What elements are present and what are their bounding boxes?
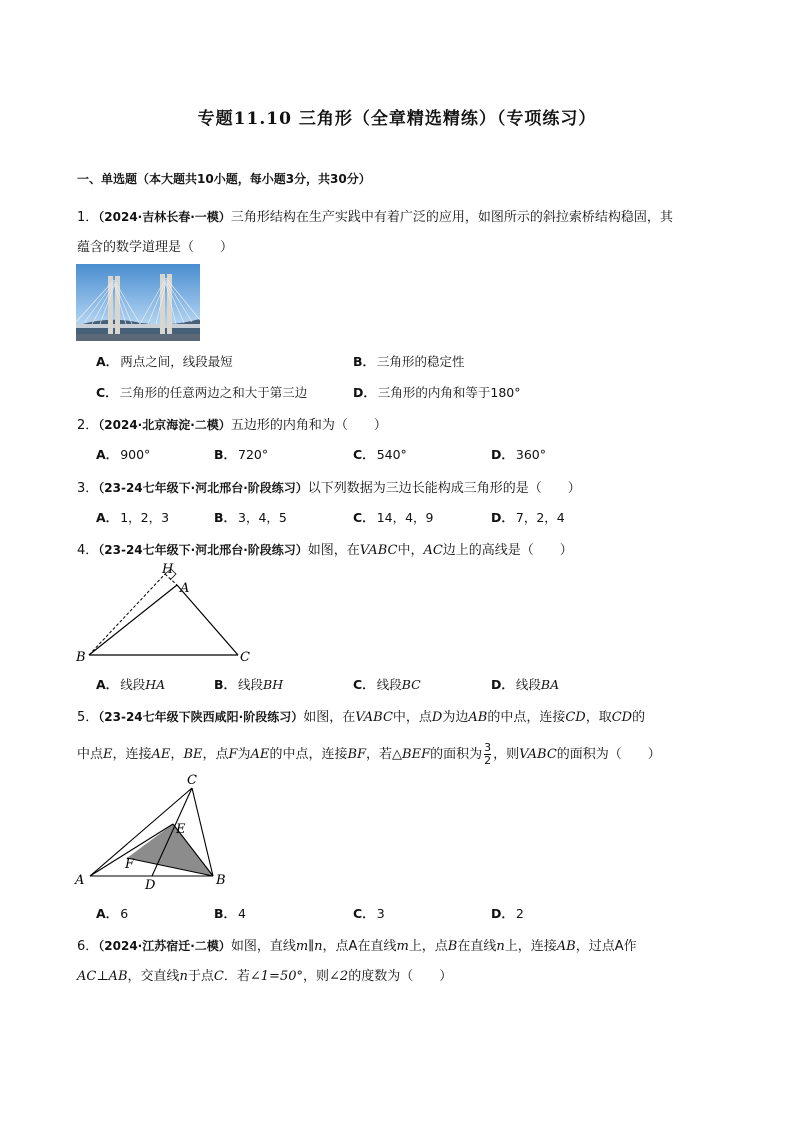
question-2-line1: 2．（2024·北京海淀·二模）五边形的内角和为（ ） xyxy=(77,418,387,433)
q1-option-c[interactable]: C． 三角形的任意两边之和大于第三边 xyxy=(96,385,308,400)
bridge-photo xyxy=(76,264,200,341)
q4-option-c[interactable]: C． 线段BC xyxy=(353,677,421,692)
question-5-line1: 5．（23-24七年级下陕西咸阳·阶段练习）如图，在VABC中，点D为边AB的中点，连接CD，取CD的 xyxy=(77,710,646,725)
q4-option-b[interactable]: B． 线段BH xyxy=(214,677,284,692)
q5-option-d[interactable]: D． 2 xyxy=(491,906,524,921)
q3-option-c[interactable]: C． 14，4，9 xyxy=(353,510,434,525)
q5-label-f: F xyxy=(125,857,135,872)
question-5-line2: 中点E，连接AE，BE，点F为AE的中点，连接BF，若△BEF的面积为 $\frac{3}{2}$ ，则VABC的面积为（ ） xyxy=(77,741,661,767)
question-6-line1: 6．（2024·江苏宿迁·二模）如图，直线m∥n，点A在直线m上，点B在直线n上，连接AB，过点A作 xyxy=(77,939,637,954)
question-1-line2: 蕴含的数学道理是（ ） xyxy=(77,240,234,255)
q5-option-a[interactable]: A． 6 xyxy=(96,906,129,921)
q4-triangle-figure xyxy=(72,560,262,666)
q4-option-d[interactable]: D． 线段BA xyxy=(491,677,560,692)
q4-label-c: C xyxy=(240,650,250,665)
q3-option-b[interactable]: B． 3，4，5 xyxy=(214,510,287,525)
q1-option-b[interactable]: B． 三角形的稳定性 xyxy=(353,354,465,369)
q1-option-a[interactable]: A． 两点之间，线段最短 xyxy=(96,354,233,369)
q5-option-b[interactable]: B． 4 xyxy=(214,906,246,921)
q5-shaded-triangle-bef xyxy=(127,824,213,876)
q5-label-e: E xyxy=(176,822,186,837)
q3-option-d[interactable]: D． 7，2，4 xyxy=(491,510,565,525)
q5-triangle-figure xyxy=(72,770,237,892)
q5-label-d: D xyxy=(145,878,156,892)
question-3-line1: 3．（23-24七年级下·河北邢台·阶段练习）以下列数据为三边长能构成三角形的是（ ） xyxy=(77,481,581,496)
q4-label-h: H xyxy=(162,562,174,577)
q4-option-a[interactable]: A． 线段HA xyxy=(96,677,166,692)
q2-option-a[interactable]: A． 900° xyxy=(96,447,151,462)
q2-option-b[interactable]: B． 720° xyxy=(214,447,269,462)
q4-label-a: A xyxy=(180,581,190,596)
q4-label-b: B xyxy=(76,650,86,665)
q2-option-c[interactable]: C． 540° xyxy=(353,447,407,462)
q5-fraction: $\frac{3}{2}$ xyxy=(484,741,492,767)
q2-option-d[interactable]: D． 360° xyxy=(491,447,546,462)
page-title: 专题11.10 三角形（全章精选精练）（专项练习） xyxy=(197,109,597,129)
q4-segment-ba xyxy=(89,585,177,655)
q5-option-c[interactable]: C． 3 xyxy=(353,906,385,921)
section-heading: 一、单选题（本大题共10小题，每小题3分，共30分） xyxy=(77,172,371,186)
q5-label-b: B xyxy=(216,873,226,888)
q5-label-a: A xyxy=(75,873,85,888)
question-6-line2: AC⊥AB，交直线n于点C．若∠1=50°，则∠2的度数为（ ） xyxy=(77,969,453,984)
q3-option-a[interactable]: A． 1，2，3 xyxy=(96,510,170,525)
q4-altitude-bh xyxy=(89,574,165,655)
question-4-line1: 4．（23-24七年级下·河北邢台·阶段练习）如图，在VABC中，AC边上的高线是（ ） xyxy=(77,543,573,558)
q1-option-d[interactable]: D． 三角形的内角和等于180° xyxy=(353,385,521,400)
q5-label-c: C xyxy=(187,773,197,788)
question-1-line1: 1．（2024·吉林长春·一模）三角形结构在生产实践中有着广泛的应用，如图所示的斜拉索桥结构稳固，其 xyxy=(77,210,673,225)
